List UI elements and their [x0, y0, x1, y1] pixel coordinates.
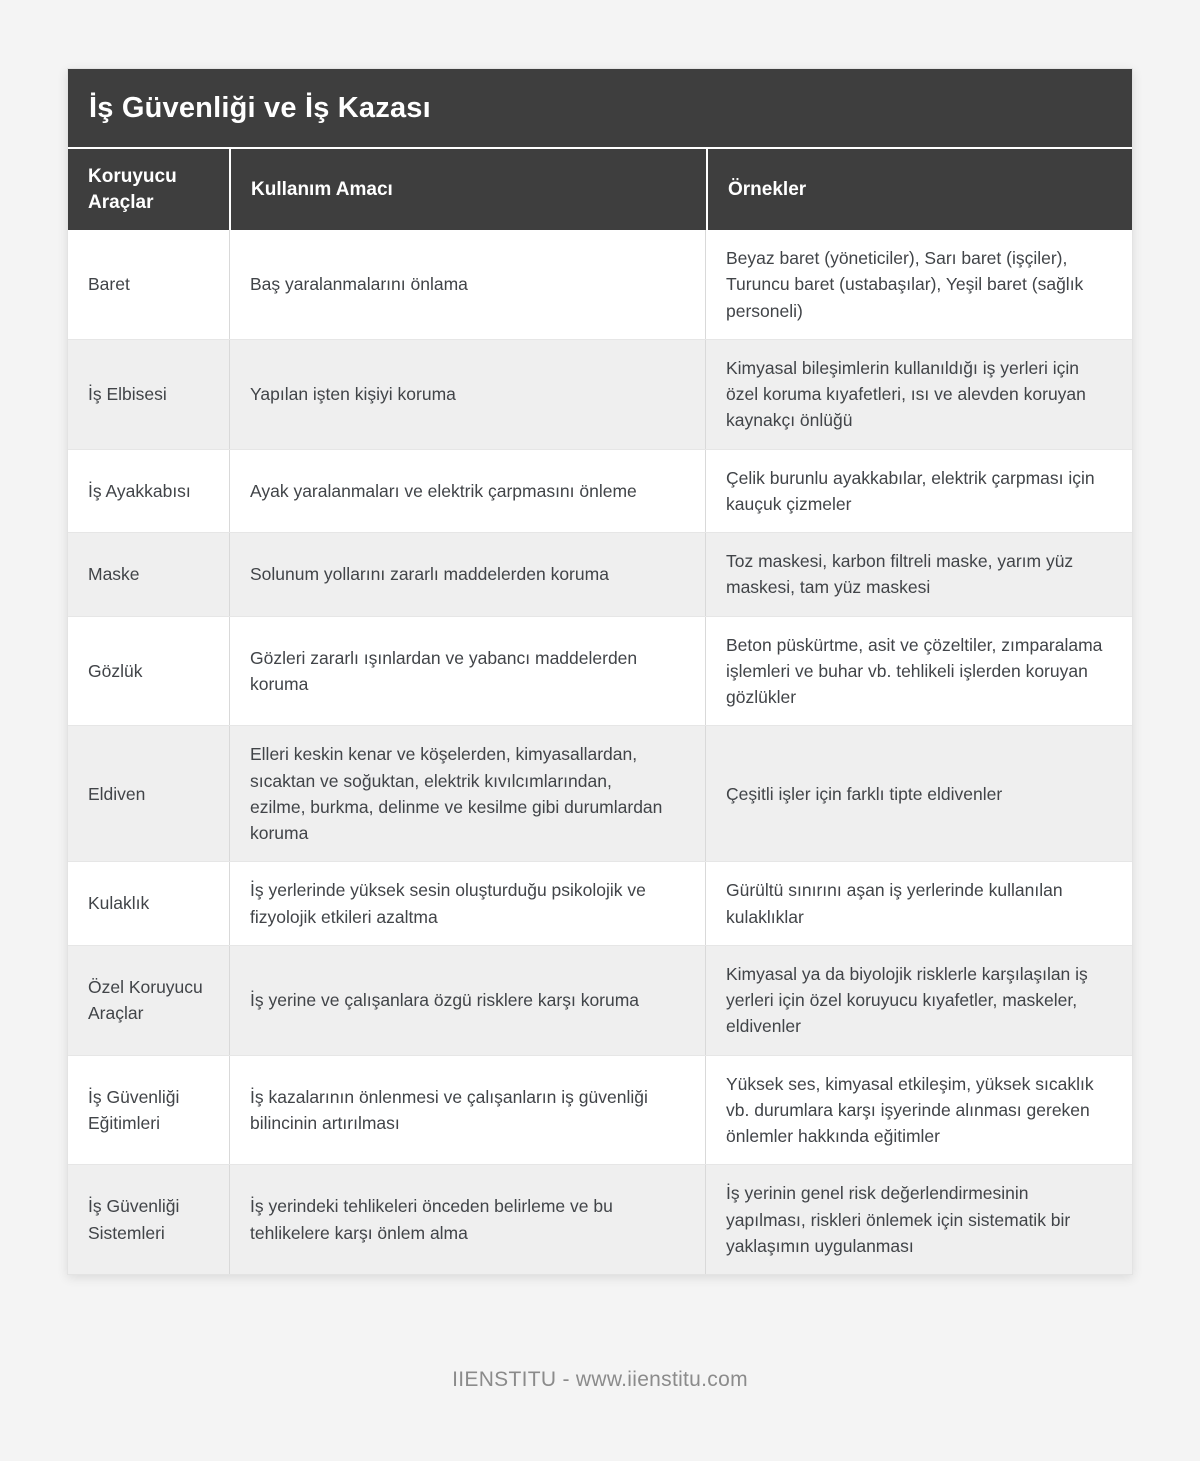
table-row-gozluk: [68, 616, 1132, 726]
column-header-koruyucu-araclar: Koruyucu Araçlar: [68, 149, 229, 230]
cell-purpose: İş yerlerinde yüksek sesin oluşturduğu psikolojik ve fizyolojik etkileri azaltma: [230, 862, 706, 945]
table-row-ozel-koruyucu-araclar: [68, 945, 1132, 1055]
cell-examples: Kimyasal ya da biyolojik risklerle karşılaşılan iş yerleri için özel koruyucu kıyafetler, maskeler, eldivenler: [726, 963, 1088, 1037]
cell-tool: Gözlük: [68, 617, 230, 726]
cell-purpose: Baş yaralanmalarını önlama: [230, 230, 706, 339]
column-header-ornekler: Örnekler: [708, 149, 1132, 230]
cell-tool: Özel Koruyucu Araçlar: [68, 946, 230, 1055]
cell-tool: İş Ayakkabısı: [68, 450, 230, 533]
cell-purpose: Yapılan işten kişiyi koruma: [230, 340, 706, 449]
cell-purpose: İş yerindeki tehlikeleri önceden belirleme ve bu tehlikelere karşı önlem alma: [230, 1165, 706, 1274]
cell-purpose: Ayak yaralanmaları ve elektrik çarpmasını önleme: [230, 450, 706, 533]
cell-tool: Kulaklık: [68, 862, 230, 945]
column-header-kullanim-amaci: Kullanım Amacı: [231, 149, 706, 230]
cell-purpose: İş kazalarının önlenmesi ve çalışanların iş güvenliği bilincinin artırılması: [230, 1056, 706, 1165]
table-row-is-guvenligi-egitimleri: [68, 1055, 1132, 1165]
table-header-row: [68, 149, 1132, 230]
cell-examples: Gürültü sınırını aşan iş yerlerinde kullanılan kulaklıklar: [726, 880, 1063, 927]
cell-tool: İş Güvenliği Sistemleri: [68, 1165, 230, 1274]
cell-purpose: Gözleri zararlı ışınlardan ve yabancı maddelerden koruma: [230, 617, 706, 726]
table-body: [68, 230, 1132, 1274]
cell-tool: Baret: [68, 230, 230, 339]
table-row-is-elbisesi: [68, 339, 1132, 449]
cell-purpose: Solunum yollarını zararlı maddelerden koruma: [230, 533, 706, 616]
page-title: İş Güvenliği ve İş Kazası: [89, 91, 431, 124]
cell-purpose: İş yerine ve çalışanlara özgü risklere karşı koruma: [230, 946, 706, 1055]
cell-examples: Çelik burunlu ayakkabılar, elektrik çarpması için kauçuk çizmeler: [726, 467, 1095, 514]
footer-credit: IIENSTITU - www.iienstitu.com: [452, 1368, 748, 1391]
table-row-maske: [68, 532, 1132, 616]
cell-tool: İş Güvenliği Eğitimleri: [68, 1056, 230, 1165]
cell-examples: Beton püskürtme, asit ve çözeltiler, zımparalama işlemleri ve buhar vb. tehlikeli işlerden koruyan gözlükler: [726, 634, 1103, 707]
cell-tool: Maske: [68, 533, 230, 616]
cell-purpose: Elleri keskin kenar ve köşelerden, kimyasallardan, sıcaktan ve soğuktan, elektrik kıvılcımlarından, ezilme, burkma, delinme ve kesilme gibi durumlardan koruma: [230, 726, 706, 861]
table-row-baret: [68, 230, 1132, 339]
cell-examples: İş yerinin genel risk değerlendirmesinin yapılması, riskleri önlemek için sistematik bir yaklaşımın uygulanması: [726, 1183, 1071, 1256]
cell-examples: Toz maskesi, karbon filtreli maske, yarım yüz maskesi, tam yüz maskesi: [726, 551, 1074, 598]
table-title-bar: [68, 69, 1132, 147]
safety-table-card: [67, 68, 1133, 1275]
table-row-kulaklik: [68, 861, 1132, 945]
cell-examples: Kimyasal bileşimlerin kullanıldığı iş yerleri için özel koruma kıyafetleri, ısı ve alevden koruyan kaynakçı önlüğü: [726, 357, 1086, 431]
table-row-eldiven: [68, 725, 1132, 861]
cell-examples: Beyaz baret (yöneticiler), Sarı baret (işçiler), Turuncu baret (ustabaşılar), Yeşil baret (sağlık personeli): [726, 248, 1084, 321]
cell-examples: Yüksek ses, kimyasal etkileşim, yüksek sıcaklık vb. durumlara karşı işyerinde alınması gereken önlemler hakkında eğitimler: [726, 1073, 1094, 1146]
table-row-is-ayakkabisi: [68, 449, 1132, 533]
cell-tool: İş Elbisesi: [68, 340, 230, 449]
cell-tool: Eldiven: [68, 726, 230, 861]
cell-examples: Çeşitli işler için farklı tipte eldivenler: [726, 783, 1003, 804]
table-row-is-guvenligi-sistemleri: [68, 1164, 1132, 1274]
